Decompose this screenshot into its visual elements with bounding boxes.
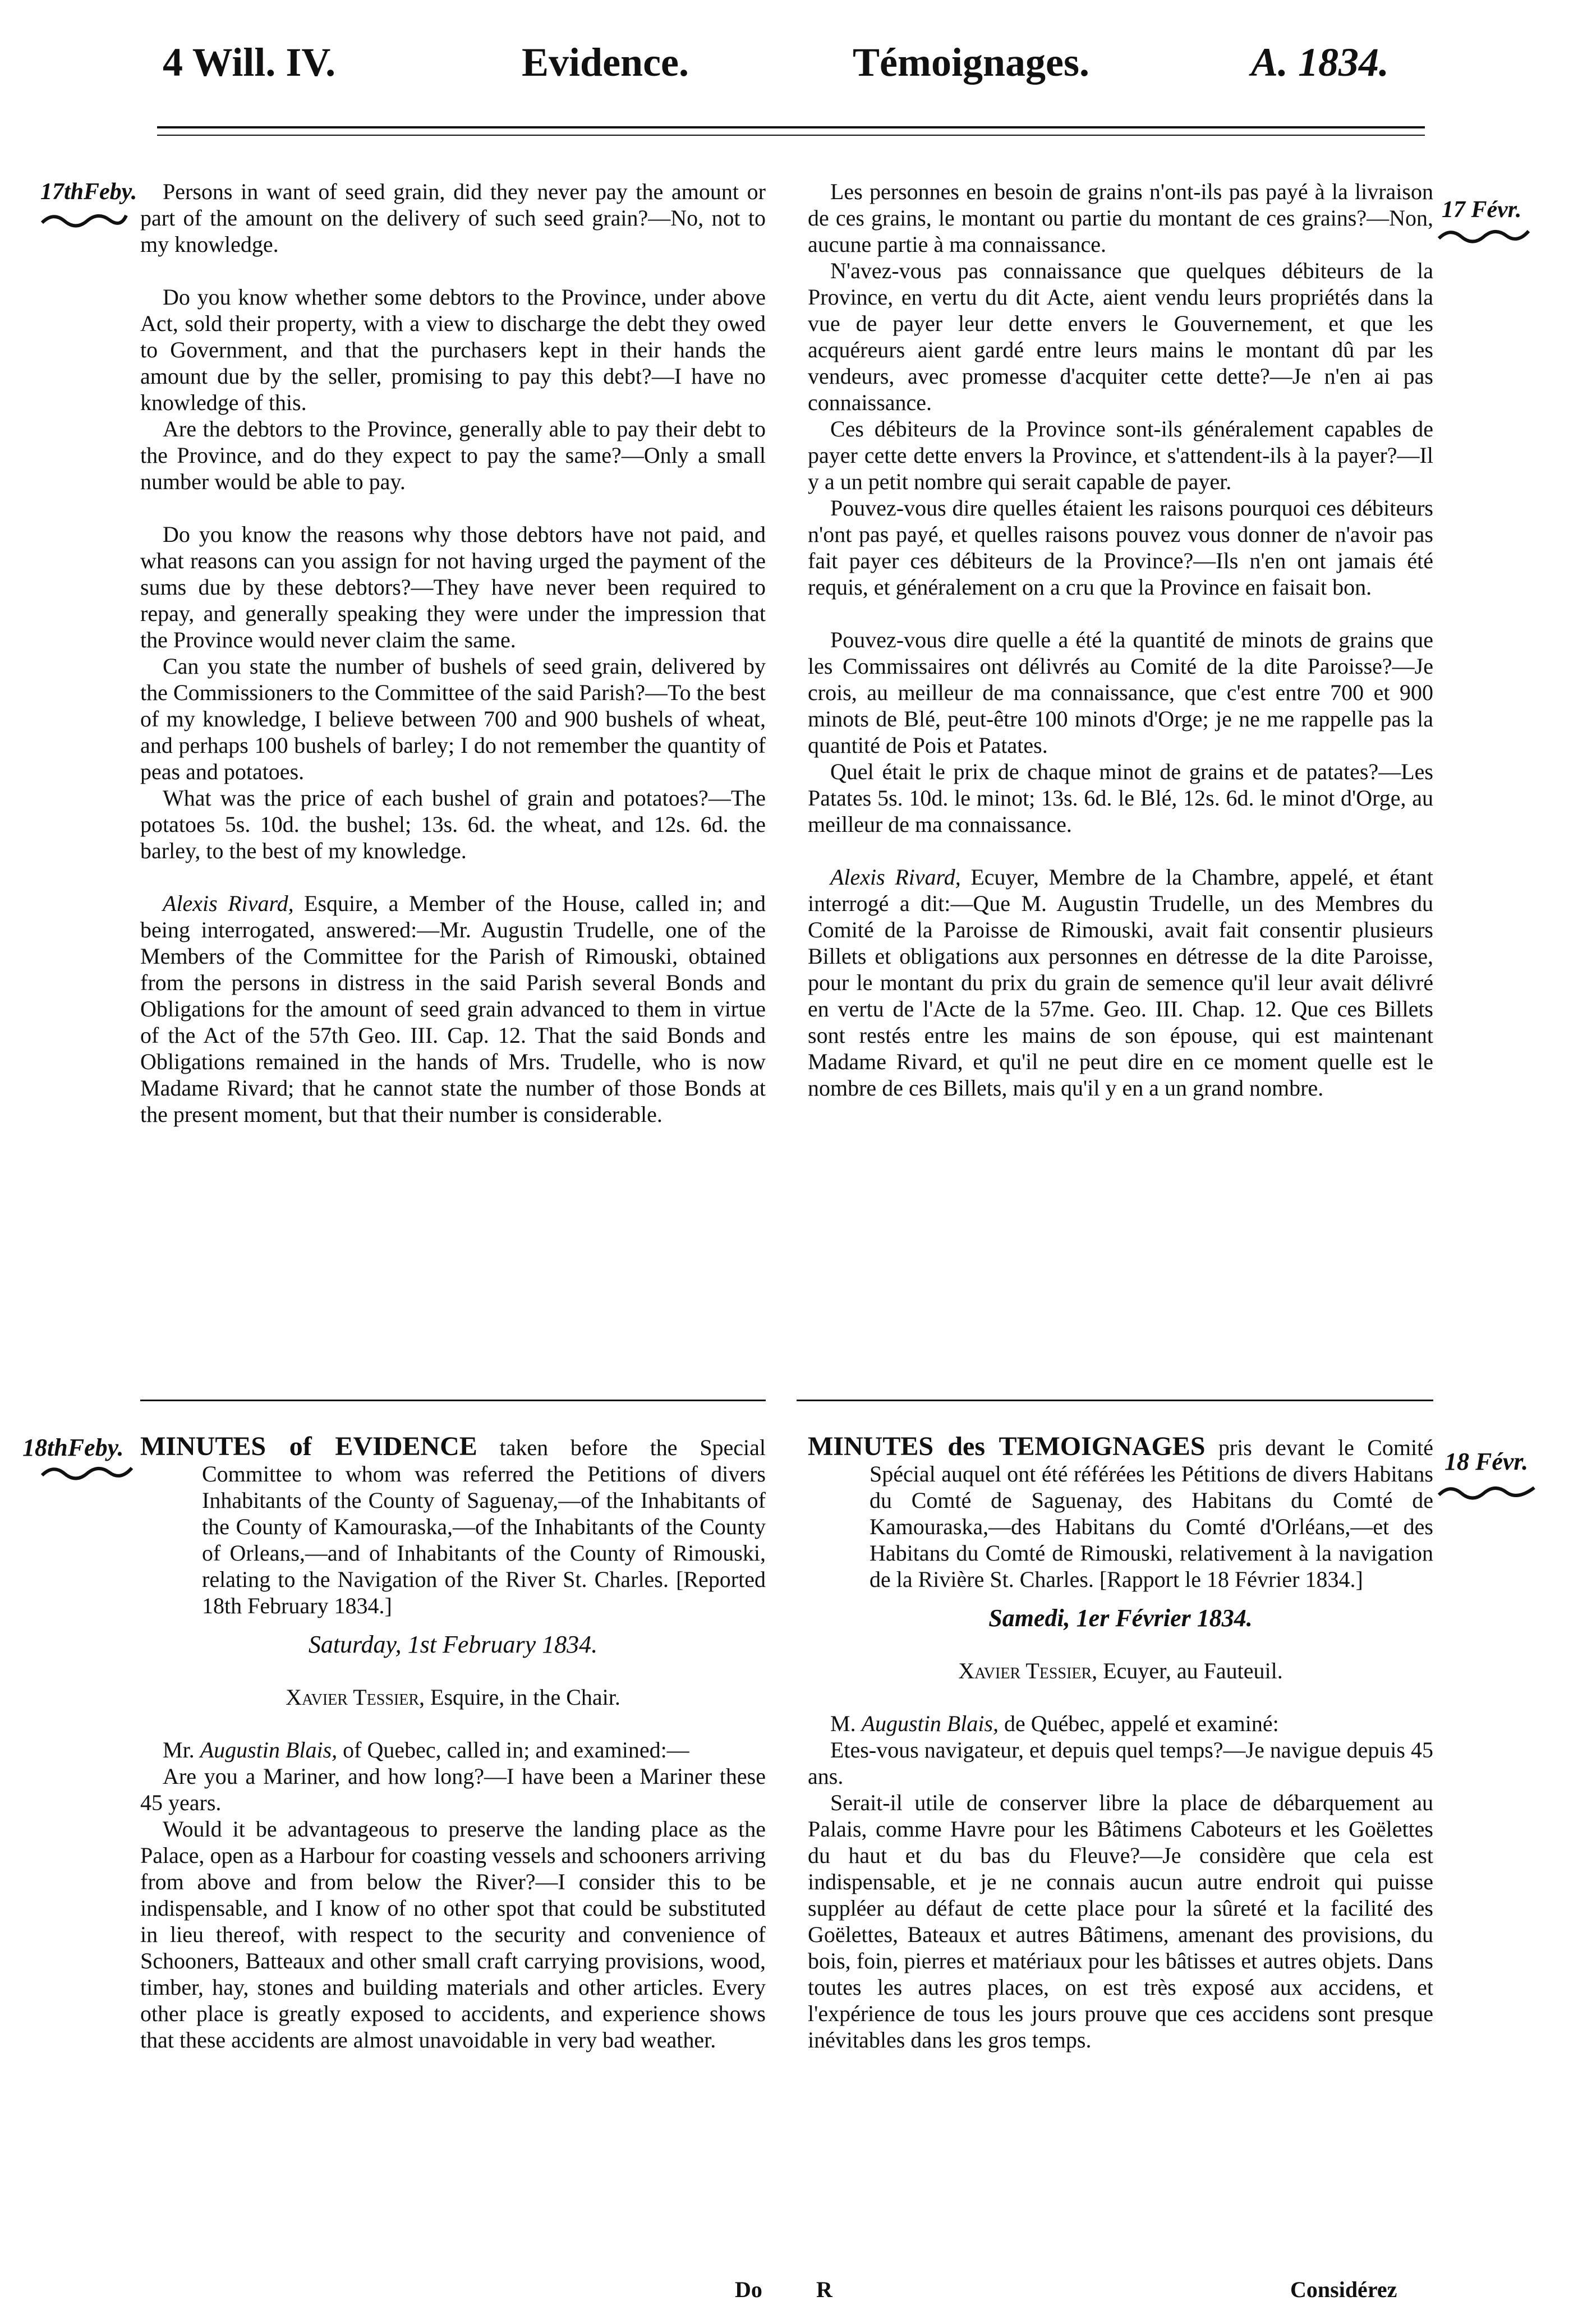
en-para-1: Persons in want of seed grain, did they never pay the amount or part of the amount on the delivery of such seed grain?—No, not to my knowledge. [140, 179, 766, 257]
fr-question-2: Serait-il utile de conserver libre la place de débarquement au Palais, comme Havre pour les Bâtimens Caboteurs et les Goëlettes du haut et du bas du Fleuve?—Je considère que cela est indispensable, et je ne connais aucun autre endroit qui puisse suppléer au défaut de cette place pour la sûreté et la facilité des Goëlettes, Bateaux et autres Bâtimens, amenant des provisions, du bois, foin, pierres et matériaux pour les bâtisses et autres objets. Dans toutes les autres places, on est très exposé aux accidens, et l'expérience de tous les jours prouve que ces accidens sont presque inévitables dans les gros temps. [808, 1790, 1433, 2053]
fr-minutes-heading: MINUTES des TEMOIGNAGES pris devant le Comité Spécial auquel ont été référées les Pétitions de divers Habitans du Comté de Saguenay, des Habitans du Comté de Kamouraska,—des Habitans du Comté d'Orléans,—et des Habitans du Comté de Rimouski, relativement à la navigation de la Rivière St. Charles. [Rapport le 18 Février 1834.] [808, 1432, 1434, 1592]
margin-squiggle-2 [1436, 224, 1531, 247]
header-title-en: Evidence. [522, 40, 689, 85]
margin-date-18-fr: 18 Févr. [1444, 1448, 1529, 1475]
header-title-fr: Témoignages. [853, 40, 1089, 85]
fr-para-2: N'avez-vous pas connaissance que quelques débiteurs de la Province, en vertu du dit Acte, aient vendu leurs propriétés dans la vue de payer leur dette envers le Gouvernement, et que les acquéreurs aient gardé entre leurs mains le montant dû par les vendeurs, avec promesse d'acquiter cette dette?—Je n'en ai pas connaissance. [808, 258, 1433, 415]
section-divider-right [797, 1400, 1433, 1401]
margin-date-17-fr: 17 Févr. [1442, 197, 1522, 223]
left-column-lower [140, 1433, 766, 2053]
fr-para-3: Ces débiteurs de la Province sont-ils généralement capables de payer cette dette envers la Province, et s'attendent-ils à la payer?—Il y a un petit nombre qui serait capable de payer. [808, 416, 1433, 494]
en-catchword: Do [735, 2277, 762, 2302]
margin-squiggle-3 [39, 1461, 135, 1484]
en-chair-name: Xavier Tessier, [286, 1685, 425, 1710]
fr-para-1: Les personnes en besoin de grains n'ont-ils pas payé à la livraison de ces grains, le montant ou partie du montant de ces grains?—Non, aucune partie à ma connaissance. [808, 179, 1433, 257]
en-para-7: Alexis Rivard, Esquire, a Member of the House, called in; and being interrogated, answered:—Mr. Augustin Trudelle, one of the Members of the Committee for the Parish of Rimouski, obtained from the persons in distress in the said Parish several Bonds and Obligations for the amount of seed grain advanced to them in virtue of the Act of the 57th Geo. III. Cap. 12. That the said Bonds and Obligations remained in the hands of Mrs. Trudelle, who is now Madame Rivard; that he cannot state the number of those Bonds at the present moment, but that their number is considerable. [140, 891, 766, 1127]
margin-date-18-en: 18thFeby. [22, 1434, 124, 1461]
en-para-6: What was the price of each bushel of grain and potatoes?—The potatoes 5s. 10d. the bushel; 13s. 6d. the wheat, and 12s. 6d. the barley, to the best of my knowledge. [140, 785, 766, 863]
en-para-5: Can you state the number of bushels of seed grain, delivered by the Commissioners to the Committee of the said Parish?—To the best of my knowledge, I believe between 700 and 900 bushels of wheat, and perhaps 100 bushels of barley; I do not remember the quantity of peas and potatoes. [140, 654, 766, 784]
header-rule-thick [157, 126, 1425, 128]
fr-witness-blais: Augustin Blais, [861, 1711, 999, 1736]
en-witness-blais: Augustin Blais, [200, 1737, 338, 1762]
signature-mark: R [816, 2277, 832, 2302]
fr-para-5: Pouvez-vous dire quelle a été la quantité de minots de grains que les Commissaires ont délivrés au Comité de la dite Paroisse?—Je crois, au meilleur de ma connaissance, que c'est entre 700 et 900 minots de Blé, peut-être 100 minots d'Orge; je ne me rappelle pas la quantité de Pois et Patates. [808, 627, 1433, 758]
page-header [140, 39, 1447, 90]
header-rule-thin [157, 135, 1425, 136]
margin-date-17-en: 17thFeby. [40, 179, 137, 205]
en-question-1: Are you a Mariner, and how long?—I have been a Mariner these 45 years. [140, 1764, 766, 1815]
fr-para-6: Quel était le prix de chaque minot de grains et de patates?—Les Patates 5s. 10d. le minot; 13s. 6d. le Blé, 12s. 6d. le minot d'Orge, au meilleur de ma connaissance. [808, 759, 1433, 837]
en-minutes-heading: MINUTES of EVIDENCE taken before the Special Committee to whom was referred the Petitions of divers Inhabitants of the County of Saguenay,—of the Inhabitants of the County of Kamouraska,—of the Inhabitants of the County of Orleans,—and of Inhabitants of the County of Rimouski, relating to the Navigation of the River St. Charles. [Reported 18th February 1834.] [140, 1432, 766, 1618]
right-column-upper [808, 178, 1433, 1101]
margin-squiggle-4 [1436, 1481, 1537, 1503]
fr-para-4: Pouvez-vous dire quelles étaient les raisons pourquoi ces débiteurs n'ont pas payé, et quelles raisons pouvez vous donner de n'avoir pas fait payer ces débiteurs de la Province?—Ils n'en ont jamais été requis, et généralement on a cru que la Province en faisait bon. [808, 495, 1433, 600]
en-para-4: Do you know the reasons why those debtors have not paid, and what reasons can you assign for not having urged the payment of the sums due by these debtors?—They have never been required to repay, and generally speaking they were under the impression that the Province would never claim the same. [140, 522, 766, 652]
section-divider-left [140, 1400, 766, 1401]
header-year: A. 1834. [1251, 40, 1390, 85]
fr-date-line: Samedi, 1er Février 1834. [988, 1604, 1253, 1632]
en-para-2: Do you know whether some debtors to the Province, under above Act, sold their property, with a view to discharge the debt they owed to Government, and that the purchasers kept in their hands the amount due by the seller, promising to pay this debt?—I have no knowledge of this. [140, 284, 766, 415]
left-column-upper [140, 178, 766, 1128]
en-date-line: Saturday, 1st February 1834. [308, 1631, 598, 1658]
en-witness-name: Alexis Rivard, [163, 891, 294, 916]
en-para-3: Are the debtors to the Province, generally able to pay their debt to the Province, and do they expect to pay the same?—Only a small number would be able to pay. [140, 416, 766, 494]
right-column-lower [808, 1433, 1433, 2053]
en-chair-line: Xavier Tessier, Esquire, in the Chair. [286, 1685, 620, 1710]
fr-chair-line: Xavier Tessier, Ecuyer, au Fauteuil. [958, 1658, 1283, 1683]
fr-minutes-title: MINUTES des TEMOIGNAGES [808, 1432, 1206, 1461]
margin-squiggle-1 [39, 209, 129, 231]
fr-para-7: Alexis Rivard, Ecuyer, Membre de la Chambre, appelé, et étant interrogé a dit:—Que M. Augustin Trudelle, un des Membres du Comité de la Paroisse de Rimouski, avait fait consentir plusieurs Billets et obligations aux personnes en détresse de la dite Paroisse, pour le montant du prix du grain de semence qu'il leur avait délivré en vertu de l'Acte de la 57me. Geo. III. Chap. 12. Que ces Billets sont restés entre les mains de son épouse, qui est maintenant Madame Rivard, et qu'il ne peut dire en ce moment quelle est le nombre de ces Billets, mais qu'il y en a un grand nombre. [808, 864, 1433, 1101]
fr-chair-name: Xavier Tessier, [958, 1658, 1098, 1683]
header-session: 4 Will. IV. [163, 40, 336, 85]
fr-witness-name: Alexis Rivard, [830, 864, 961, 890]
fr-catchword: Considérez [1290, 2277, 1397, 2302]
fr-witness-intro: M. Augustin Blais, de Québec, appelé et examiné: [830, 1711, 1279, 1736]
en-question-2: Would it be advantageous to preserve the landing place as the Palace, open as a Harbour for coasting vessels and schooners arriving from above and from below the River?—I consider this to be indispensable, and I know of no other spot that could be substituted in lieu thereof, with respect to the security and convenience of Schooners, Batteaux and other small craft carrying provisions, wood, timber, hay, stones and building materials and other articles. Every other place is greatly exposed to accidents, and experience shows that these accidents are almost unavoidable in very bad weather. [140, 1816, 766, 2053]
fr-question-1: Etes-vous navigateur, et depuis quel temps?—Je navigue depuis 45 ans. [808, 1737, 1433, 1789]
en-witness-intro: Mr. Augustin Blais, of Quebec, called in; and examined:— [163, 1737, 689, 1762]
en-minutes-title: MINUTES of EVIDENCE [140, 1432, 477, 1461]
